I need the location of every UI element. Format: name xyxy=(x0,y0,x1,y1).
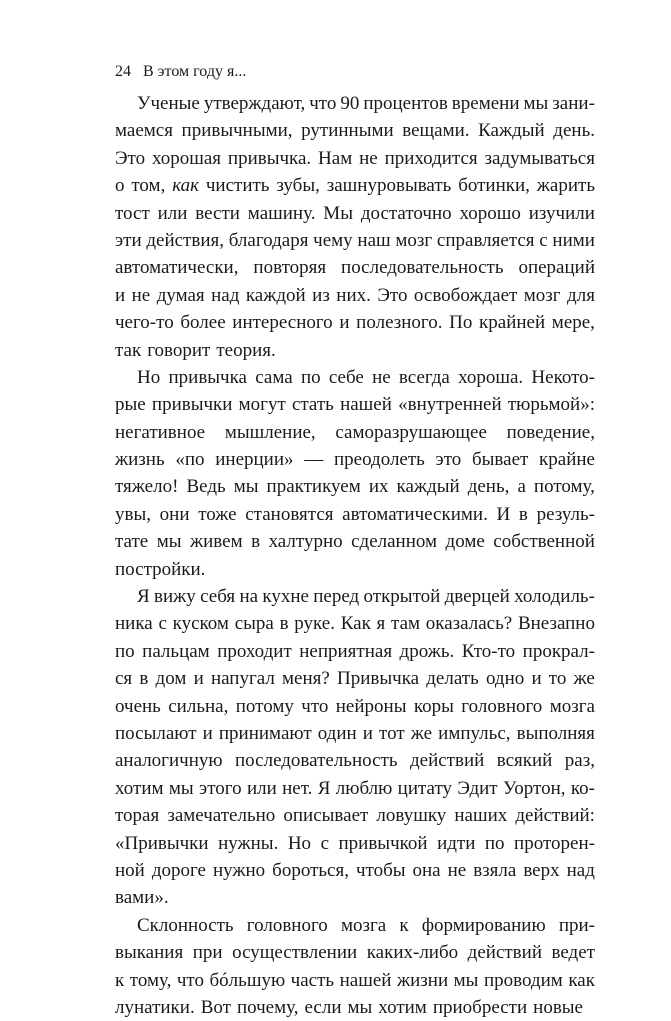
running-head xyxy=(115,62,246,82)
text-line: эти действия, благодаря чему наш мозг справляется с ними xyxy=(115,229,595,251)
text-line: негативное мышление, саморазрушающее поведение, xyxy=(115,421,595,443)
text-line: и не думая над каждой из них. Это освобождает мозг для xyxy=(115,284,595,306)
text-line: тост или вести машину. Мы достаточно хорошо изучили xyxy=(115,202,595,224)
text-line: Ученые утверждают, что 90 процентов времени мы зани- xyxy=(137,93,595,114)
text-line: Я вижу себя на кухне перед открытой дверцей холодиль- xyxy=(137,586,595,608)
text-line: так говорит теория. xyxy=(115,339,276,361)
text-line: Но привычка сама по себе не всегда хороша. Некото- xyxy=(137,366,595,388)
running-title: В этом году я... xyxy=(143,63,247,80)
text-line: тяжело! Ведь мы практикуем их каждый день, а потому, xyxy=(115,476,595,498)
text-line: рые привычки могут стать нашей «внутренней тюрьмой»: xyxy=(115,394,595,416)
text-line: Склонность головного мозга к формированию при- xyxy=(137,914,595,936)
text-line: жизнь «по инерции» — преодолеть это бывает крайне xyxy=(115,449,595,471)
paragraph xyxy=(115,912,595,1021)
text-line: выкания при осуществлении каких-либо действий ведет xyxy=(115,942,595,964)
text-line: очень сильна, потому что нейроны коры головного мозга xyxy=(115,695,595,717)
paragraph xyxy=(115,364,595,583)
text-line: к тому, что бóльшую часть нашей жизни мы проводим как xyxy=(115,969,595,991)
text-line: лунатики. Вот почему, если мы хотим приобрести новые xyxy=(115,996,583,1018)
text-line: ся в дом и напугал меня? Привычка делать одно и то же xyxy=(115,668,595,690)
text-line: ной дороге нужно бороться, чтобы она не взяла верх над xyxy=(115,859,595,881)
text-line: автоматически, повторяя последовательность операций xyxy=(115,257,595,279)
text-line: маемся привычными, рутинными вещами. Каждый день. xyxy=(115,120,595,142)
text-line: ника с куском сыра в руке. Как я там оказалась? Внезапно xyxy=(115,613,595,635)
text-line: о том, как чистить зубы, зашнуровывать ботинки, жарить xyxy=(115,175,595,197)
text-line: чего-то более интересного и полезного. По крайней мере, xyxy=(115,312,595,334)
paragraph xyxy=(115,583,595,912)
text-line: аналогичную последовательность действий всякий раз, xyxy=(115,750,595,772)
text-line: постройки. xyxy=(115,558,206,580)
text-line: увы, они тоже становятся автоматическими. И в резуль- xyxy=(115,503,595,525)
body-text xyxy=(115,90,595,1021)
text-line: Это хорошая привычка. Нам не приходится задумываться xyxy=(115,147,595,169)
paragraph xyxy=(115,90,595,364)
text-line: посылают и принимают один и тот же импульс, выполняя xyxy=(115,722,595,744)
text-line: по пальцам проходит неприятная дрожь. Кто-то прокрал- xyxy=(115,640,595,662)
text-line: тате мы живем в халтурно сделанном доме собственной xyxy=(115,531,595,553)
page-number: 24 xyxy=(115,63,131,80)
text-line: хотим мы этого или нет. Я люблю цитату Эдит Уортон, ко- xyxy=(115,777,595,799)
text-line: «Привычки нужны. Но с привычкой идти по проторен- xyxy=(115,832,595,854)
text-line: вами». xyxy=(115,887,169,909)
text-line: торая замечательно описывает ловушку наших действий: xyxy=(115,805,595,827)
